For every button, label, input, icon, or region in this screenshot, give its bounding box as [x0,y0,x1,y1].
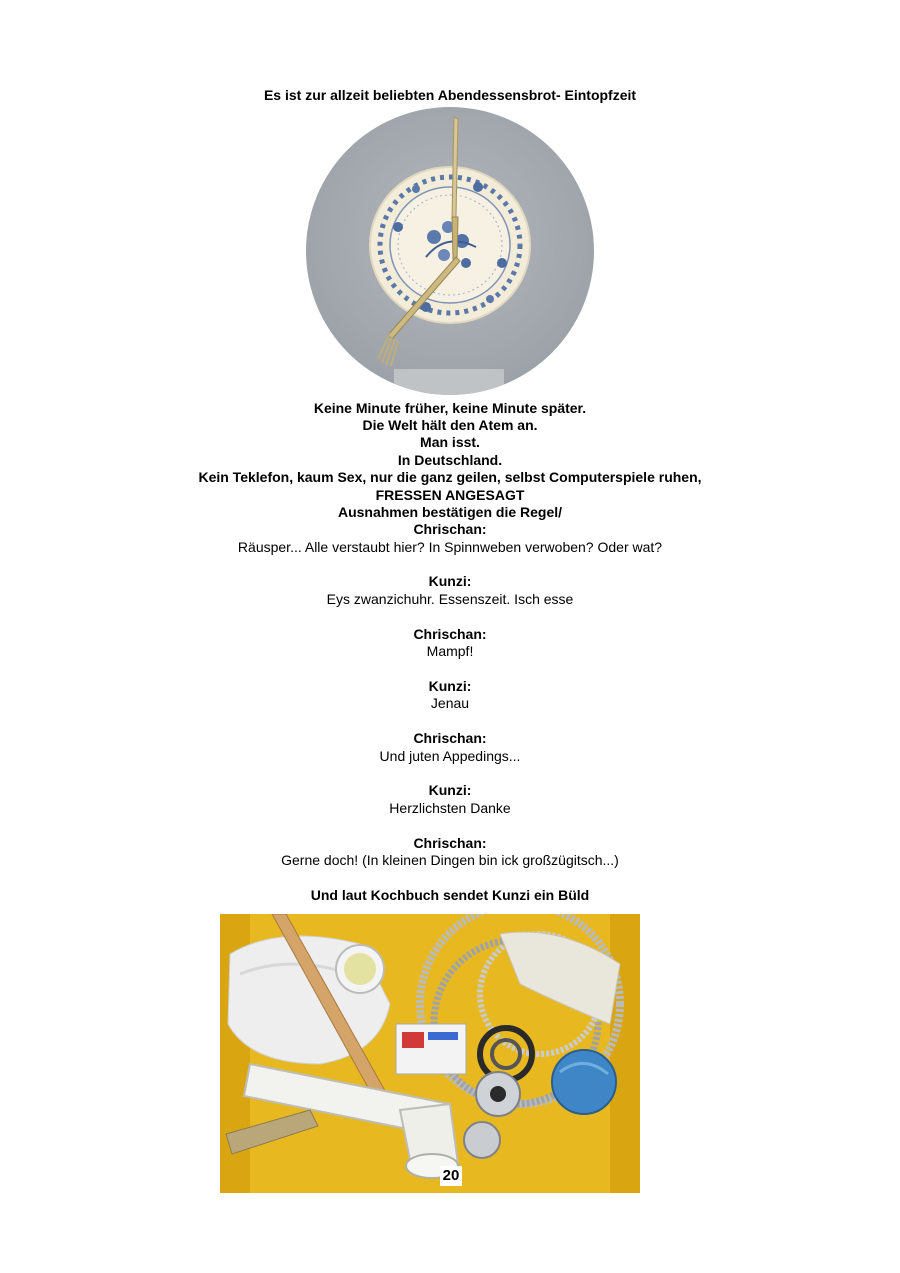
dialogue-speaker: Kunzi: [428,782,472,798]
dialogue-speaker: Kunzi: [428,573,472,589]
dialogue-text: Gerne doch! (In kleinen Dingen bin ick großzügitsch...) [281,852,619,868]
page-number: 20 [440,1166,462,1186]
photo-caption: Und laut Kochbuch sendet Kunzi ein Büld [310,887,590,903]
dialogue-text: Mampf! [426,643,474,659]
intro-line: FRESSEN ANGESAGT [375,487,525,503]
dialogue-speaker: Kunzi: [428,678,472,694]
dialogue-speaker: Chrischan: [413,835,487,851]
dialogue-text: Jenau [430,695,470,711]
intro-line: In Deutschland. [397,452,503,468]
dialogue-text: Herzlichsten Danke [389,800,511,816]
dialogue-text: Räusper... Alle verstaubt hier? In Spinnweben verwoben? Oder wat? [237,539,663,555]
dialogue-text: Und juten Appedings... [379,748,521,764]
page-title: Es ist zur allzeit beliebten Abendessensbrot- Eintopfzeit [263,87,637,103]
intro-line: Die Welt hält den Atem an. [362,417,538,433]
plate-photo [306,107,594,395]
intro-line: Kein Teklefon, kaum Sex, nur die ganz geilen, selbst Computerspiele ruhen, [198,469,702,485]
intro-line: Man isst. [420,434,480,450]
intro-line: Ausnahmen bestätigen die Regel/ [337,504,563,520]
intro-line: Keine Minute früher, keine Minute später. [313,400,587,416]
dialogue-speaker: Chrischan: [413,626,487,642]
dialogue-text: Eys zwanzichuhr. Essenszeit. Isch esse [326,591,574,607]
dialogue-speaker: Chrischan: [413,521,487,537]
dialogue-speaker: Chrischan: [413,730,487,746]
plumbing-parts-photo [220,914,640,1193]
